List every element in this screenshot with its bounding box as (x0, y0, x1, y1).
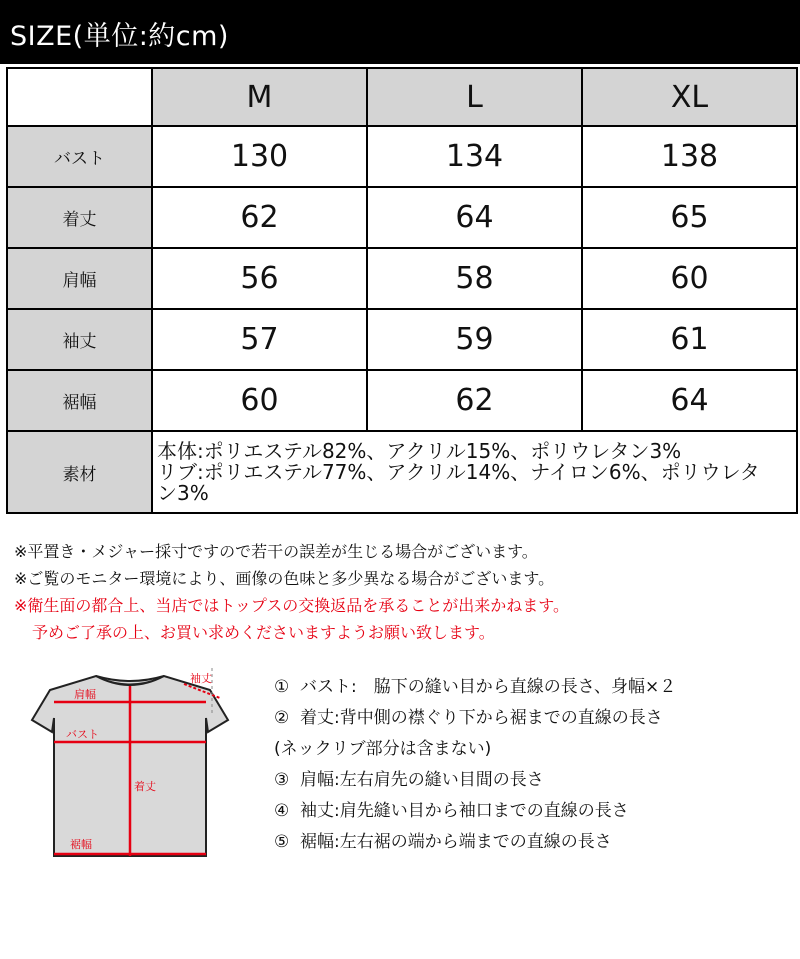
material-line: ン3% (157, 480, 209, 505)
row-label-sleeve: 袖丈 (7, 309, 152, 370)
definition-shoulder (274, 765, 676, 796)
table-cell: 57 (152, 309, 367, 370)
definition-desc: 左右裾の端から端までの直線の長さ (339, 832, 612, 852)
table-cell: 62 (152, 187, 367, 248)
definition-number: ③ (274, 770, 290, 790)
table-cell: 134 (367, 126, 582, 187)
definition-term: 裾幅: (300, 832, 340, 852)
definition-hem (274, 827, 676, 858)
table-row (7, 248, 797, 309)
note-monitor: ※ご覧のモニター環境により、画像の色味と多少異なる場合がございます。 (14, 569, 555, 588)
definition-desc: (ネックリブ部分は含まない) (274, 739, 492, 759)
row-label-hem: 裾幅 (7, 370, 152, 431)
definition-number: ① (274, 677, 290, 697)
definition-term: 袖丈: (300, 801, 340, 821)
definition-number: ② (274, 708, 290, 728)
column-header-m: M (152, 68, 367, 126)
measurement-definitions (274, 672, 676, 858)
table-row (7, 431, 797, 513)
row-label-bust: バスト (7, 126, 152, 187)
notes (14, 538, 569, 646)
definition-desc: 左右肩先の縫い目間の長さ (339, 770, 544, 790)
table-cell: 60 (152, 370, 367, 431)
definition-length (274, 703, 676, 734)
definition-term: 着丈: (300, 708, 340, 728)
column-header-l: L (367, 68, 582, 126)
size-title: SIZE(単位:約cm) (10, 21, 229, 52)
corner-cell (7, 68, 152, 126)
table-cell: 130 (152, 126, 367, 187)
tshirt-diagram (14, 660, 244, 870)
title-bar (0, 0, 800, 64)
column-header-xl: XL (582, 68, 797, 126)
header-row (7, 68, 797, 126)
table-cell: 58 (367, 248, 582, 309)
material-line: リブ:ポリエステル77%、アクリル14%、ナイロン6%、ポリウレタ (157, 459, 760, 484)
label-hem: 裾幅 (70, 838, 92, 851)
label-shoulder: 肩幅 (74, 688, 96, 701)
table-cell: 65 (582, 187, 797, 248)
size-table (6, 67, 798, 514)
definition-term: バスト: (300, 677, 357, 697)
definition-desc: 脇下の縫い目から直線の長さ、身幅×２ (356, 677, 677, 697)
table-cell: 61 (582, 309, 797, 370)
definition-sleeve (274, 796, 676, 827)
table-row (7, 187, 797, 248)
row-label-length: 着丈 (7, 187, 152, 248)
definition-bust (274, 672, 676, 703)
row-label-material: 素材 (7, 431, 152, 513)
row-label-shoulder: 肩幅 (7, 248, 152, 309)
definition-number: ⑤ (274, 832, 290, 852)
table-cell: 64 (367, 187, 582, 248)
table-row (7, 126, 797, 187)
table-cell: 59 (367, 309, 582, 370)
definition-desc: 背中側の襟ぐり下から裾までの直線の長さ (339, 708, 663, 728)
table-cell: 60 (582, 248, 797, 309)
note-apology: 予めご了承の上、お買い求めくださいますようお願い致します。 (32, 623, 495, 642)
material-line: 本体:ポリエステル82%、アクリル15%、ポリウレタン3% (157, 438, 682, 463)
table-cell: 62 (367, 370, 582, 431)
label-bust: バスト (66, 728, 99, 741)
table-cell: 64 (582, 370, 797, 431)
note-measurement: ※平置き・メジャー採寸ですので若干の誤差が生じる場合がございます。 (14, 542, 538, 561)
table-cell: 56 (152, 248, 367, 309)
table-row (7, 370, 797, 431)
definition-number: ④ (274, 801, 290, 821)
table-cell: 138 (582, 126, 797, 187)
label-sleeve: 袖丈 (190, 672, 212, 685)
label-length: 着丈 (134, 780, 156, 793)
definition-desc: 肩先縫い目から袖口までの直線の長さ (339, 801, 629, 821)
table-row (7, 309, 797, 370)
material-cell (152, 431, 797, 513)
note-return-policy: ※衛生面の都合上、当店ではトップスの交換返品を承ることが出来かねます。 (14, 596, 570, 615)
definition-term: 肩幅: (300, 770, 340, 790)
definition-length-note (274, 734, 676, 765)
